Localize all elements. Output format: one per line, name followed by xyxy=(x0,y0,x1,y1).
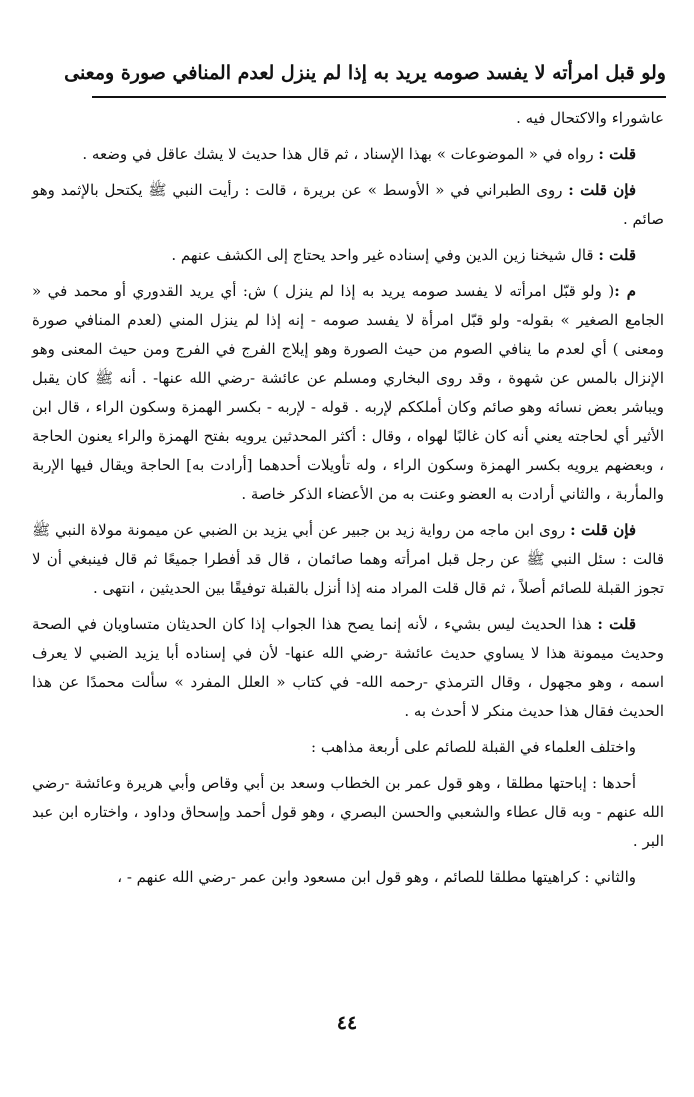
paragraph-text: ( ولو قبّل امرأته لا يفسد صومه يريد به إذا لم ينزل ) ش: أي يريد القدوري أو محمد في « الجامع الصغير » بقوله- ولو قبّل امرأة لا يفسد صومه - إنه إذا لم ينزل المني (لعدم المنافي صورة ومعنى ) أي لعدم ما ينافي الصوم من حيث الصورة وهو إيلاج الفرج في الفرج ومن حيث المعنى وهو الإنزال بالمس عن شهوة ، وقد روى البخاري ومسلم عن عائشة -رضي الله عنها- . أنه ﷺ كان يقبل ويباشر بعض نسائه وهو صائم وكان أملككم لإربه . قوله - لإربه - بكسر الهمزة وسكون الراء ، قال ابن الأثير أي لحاجته يعني أنه كان غالبًا لهواه ، وقال : أكثر المحدثين يرويه بفتح الهمزة والراء يعنون الحاجة ، وبعضهم يرويه بكسر الهمزة وسكون الراء ، وله تأويلات أحدهما [أرادت به] الحاجة ويقال فيها الإربة والمأربة ، والثاني أرادت به العضو وعنت به من الأعضاء الذكر خاصة . xyxy=(32,282,664,503)
paragraph-label: قلت : xyxy=(597,615,636,633)
paragraph xyxy=(32,241,664,270)
paragraph-text: روى الطبراني في « الأوسط » عن بريرة ، قالت : رأيت النبي ﷺ يكتحل بالإثمد وهو صائم . xyxy=(32,181,664,228)
paragraph-text: هذا الحديث ليس بشيء ، لأنه إنما يصح هذا الجواب إذا كان الحديثان متساويان في الصحة وحديث ميمونة هذا لا يساوي حديث عائشة -رضي الله عنها- لأن في إسناده أبا يزيد الضبي لا يعرف اسمه ، وهو مجهول ، وقال الترمذي -رحمه الله- في كتاب « العلل المفرد » سألت محمدًا عن هذا الحديث فقال هذا حديث منكر لا أحدث به . xyxy=(32,615,664,720)
paragraph-label: قلت : xyxy=(598,145,636,163)
paragraph-text: روى ابن ماجه من رواية زيد بن جبير عن أبي يزيد بن الضبي عن ميمونة مولاة النبي ﷺ قالت : سئل النبي ﷺ عن رجل قبل امرأته وهما صائمان ، قال قد أفطرا جميعًا ثم قال فينبغي أن لا تجوز القبلة للصائم أصلاً ، ثم قال قلت المراد منه إذا أنزل بالقبلة توفيقًا بين الحديثين ، انتهى . xyxy=(32,521,664,597)
running-header: ولو قبل امرأته لا يفسد صومه يريد به إذا لم ينزل لعدم المنافي صورة ومعنى xyxy=(64,62,666,84)
paragraph-text: واختلف العلماء في القبلة للصائم على أربعة مذاهب : xyxy=(311,738,636,756)
paragraph-text: عاشوراء والاكتحال فيه . xyxy=(516,109,664,127)
paragraph-text: قال شيخنا زين الدين وفي إسناده غير واحد يحتاج إلى الكشف عنهم . xyxy=(171,246,599,264)
paragraph xyxy=(32,769,664,856)
paragraph xyxy=(32,104,664,133)
paragraph-label: قلت : xyxy=(598,246,636,264)
paragraph xyxy=(32,277,664,509)
paragraph xyxy=(32,176,664,234)
paragraph-label: فإن قلت : xyxy=(570,521,636,539)
paragraph xyxy=(32,140,664,169)
paragraph-text: أحدها : إباحتها مطلقا ، وهو قول عمر بن الخطاب وسعد بن أبي وقاص وأبي هريرة وعائشة -رضي الله عنهم - وبه قال عطاء والشعبي والحسن البصري ، وهو قول أحمد وإسحاق وداود ، واختاره ابن عبد البر . xyxy=(32,774,664,850)
paragraph-label: فإن قلت : xyxy=(568,181,636,199)
paragraph-text: رواه في « الموضوعات » بهذا الإسناد ، ثم قال هذا حديث لا يشك عاقل في وضعه . xyxy=(82,145,599,163)
page-number: ٤٤ xyxy=(336,1012,358,1034)
paragraph xyxy=(32,863,664,892)
paragraph xyxy=(32,516,664,603)
paragraph xyxy=(32,610,664,726)
page-body xyxy=(32,104,664,899)
header-divider xyxy=(92,96,666,98)
paragraph-text: والثاني : كراهيتها مطلقا للصائم ، وهو قول ابن مسعود وابن عمر -رضي الله عنهم - ، xyxy=(117,868,636,886)
paragraph xyxy=(32,733,664,762)
paragraph-label: م : xyxy=(614,282,636,300)
